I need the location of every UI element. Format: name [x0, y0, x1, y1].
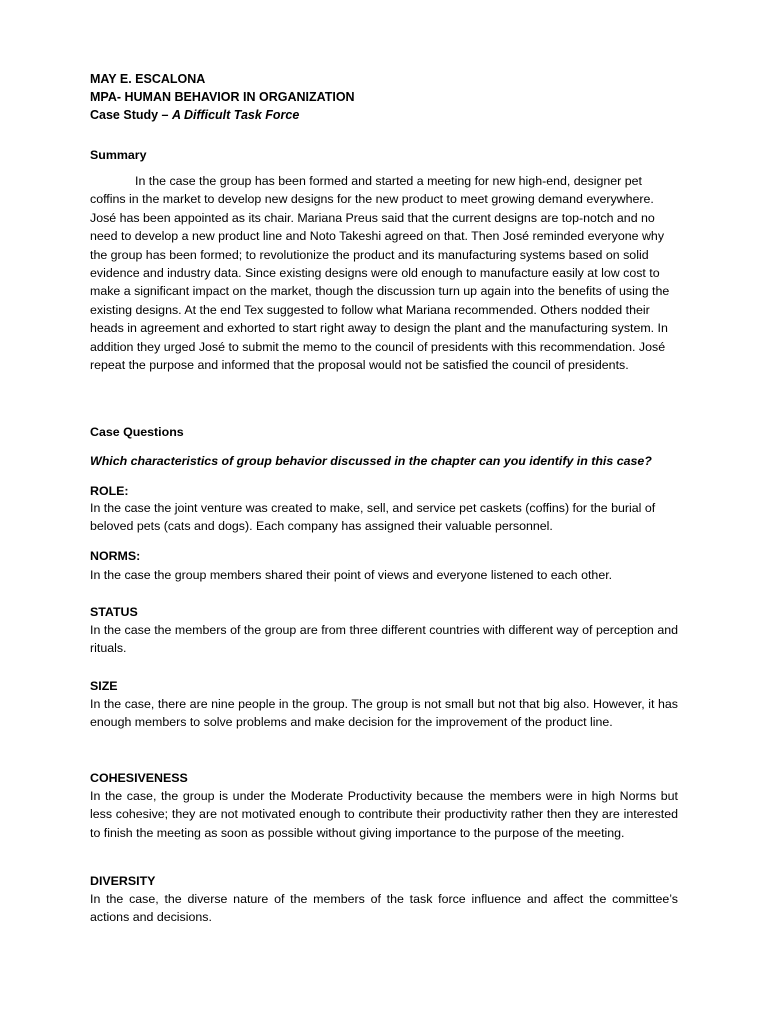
cohesiveness-paragraph: In the case, the group is under the Moderate Productivity because the members were in high Norms but less cohesive; they are not motivated enough to contribute their productivity rather then they are interested to finish the meeting as soon as possible without giving importance to the purpose of the meeting.: [90, 789, 678, 840]
case-study-prefix: Case Study –: [90, 108, 172, 122]
author-name: MAY E. ESCALONA: [90, 72, 206, 86]
case-study-line: [90, 106, 355, 124]
cohesiveness-heading: COHESIVENESS: [90, 771, 188, 785]
status-heading: STATUS: [90, 605, 138, 619]
case-study-title: A Difficult Task Force: [171, 108, 300, 122]
course-title: MPA- HUMAN BEHAVIOR IN ORGANIZATION: [90, 90, 355, 104]
summary-paragraph: In the case the group has been formed and started a meeting for new high-end, designer pet coffins in the market to develop new designs for the new product to meet growing demand everywhere. José has been appointed as its chair. Mariana Preus said that the current designs are top-notch and no need to develop a new product line and Noto Takeshi agreed on that. Then José reminded everyone why the group has been formed; to revolutionize the product and its manufacturing systems based on solid evidence and industry data. Since existing designs were old enough to manufacture easily at low cost to make a significant impact on the market, though the discussion turn up again into the benefits of using the existing designs. At the end Tex suggested to follow what Mariana recommended. Others nodded their heads in agreement and exhorted to start right away to design the plant and the manufacturing system. In addition they urged José to submit the memo to the council of presidents with this recommendation. José repeat the purpose and informed that the proposal would not be satisfied the council of presidents.: [90, 174, 670, 373]
norms-heading: NORMS:: [90, 549, 141, 563]
norms-paragraph: In the case the group members shared their point of views and everyone listened to each other.: [90, 568, 613, 582]
size-heading: SIZE: [90, 679, 118, 693]
summary-heading: Summary: [90, 148, 147, 162]
document-header: [90, 70, 355, 124]
role-paragraph: In the case the joint venture was created to make, sell, and service pet caskets (coffins) for the burial of beloved pets (cats and dogs). Each company has assigned their valuable personnel.: [90, 501, 656, 534]
role-heading: ROLE:: [90, 484, 129, 498]
case-questions-heading: Case Questions: [90, 425, 184, 439]
diversity-heading: DIVERSITY: [90, 874, 156, 888]
status-paragraph: In the case the members of the group are from three different countries with different way of perception and rituals.: [90, 623, 678, 656]
diversity-paragraph: In the case, the diverse nature of the members of the task force influence and affect the committee’s actions and decisions.: [90, 892, 678, 925]
size-paragraph: In the case, there are nine people in the group. The group is not small but not that big also. However, it has enough members to solve problems and make decision for the improvement of the product line.: [90, 697, 678, 730]
case-question: Which characteristics of group behavior discussed in the chapter can you identify in this case?: [90, 454, 652, 468]
